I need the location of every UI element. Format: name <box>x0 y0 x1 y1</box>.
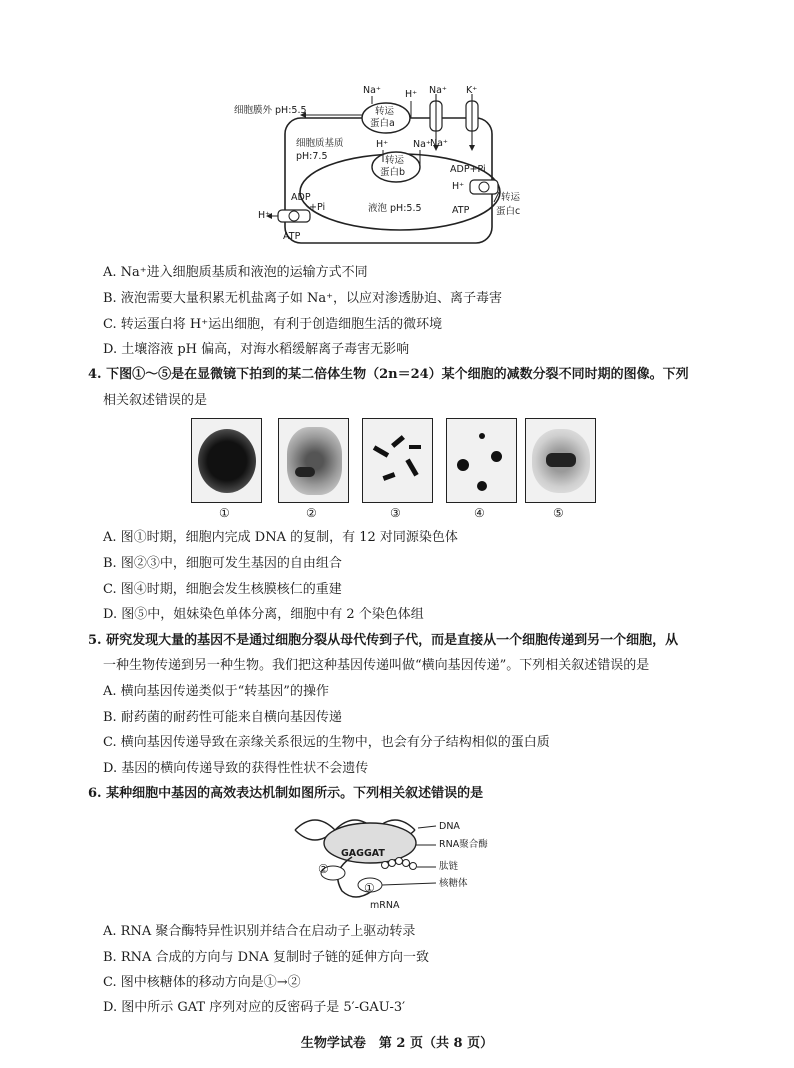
fig1-cyto-label-2: pH:7.5 <box>296 151 328 162</box>
micrograph-3 <box>362 418 433 503</box>
q6-option-c: C. 图中核糖体的移动方向是①→② <box>103 975 301 990</box>
fig1-cyto-label-1: 细胞质基质 <box>296 138 344 149</box>
q5-option-c: C. 横向基因传递导致在亲缘关系很远的生物中，也会有分子结构相似的蛋白质 <box>103 735 550 750</box>
fig1-atp-right: ATP <box>452 205 470 216</box>
q4-option-b: B. 图②③中，细胞可发生基因的自由组合 <box>103 556 342 571</box>
fig1-h-top: H⁺ <box>405 89 418 100</box>
fig1-h-left: H⁺ <box>258 210 271 221</box>
fig2-rna-pol-label: RNA聚合酶 <box>439 839 488 850</box>
fig1-na-mid: Na⁺ <box>413 139 431 150</box>
fig1-na-lower: Na⁺ <box>430 138 448 149</box>
fig1-h-mid: H⁺ <box>376 139 389 150</box>
fig2-seq-label: GAGGAT <box>341 848 385 859</box>
panel-label-4: ④ <box>474 506 485 520</box>
q6-stem: 6. 某种细胞中基因的高效表达机制如图所示。下列相关叙述错误的是 <box>88 786 484 801</box>
fig1-adp-pi-right: ADP+Pi <box>450 164 486 175</box>
panel-label-1: ① <box>219 506 230 520</box>
q6-option-a: A. RNA 聚合酶特异性识别并结合在启动子上驱动转录 <box>103 924 416 939</box>
q6-option-d: D. 图中所示 GAT 序列对应的反密码子是 5′-GAU-3′ <box>103 1000 406 1015</box>
q4-stem-line-1: 4. 下图①～⑤是在显微镜下拍到的某二倍体生物（2n＝24）某个细胞的减数分裂不同时期的图像。下列 <box>88 367 689 382</box>
page-footer: 生物学试卷 第 2 页（共 8 页） <box>300 1036 494 1051</box>
micrograph-5 <box>525 418 596 503</box>
fig1-protein-b-2: 蛋白b <box>380 167 406 178</box>
q5-stem-line-2: 一种生物传递到另一种生物。我们把这种基因传递叫做“横向基因传递”。下列相关叙述错误的是 <box>103 658 650 673</box>
q4-stem-line-2: 相关叙述错误的是 <box>103 393 208 408</box>
fig1-vacuole-label: 液泡 pH:5.5 <box>368 203 422 214</box>
q5-stem-line-1: 5. 研究发现大量的基因不是通过细胞分裂从母代传到子代，而是直接从一个细胞传递到另一个细胞，从 <box>88 633 679 648</box>
q5-option-d: D. 基因的横向传递导致的获得性性状不会遗传 <box>103 761 369 776</box>
q4-option-c: C. 图④时期，细胞会发生核膜核仁的重建 <box>103 582 342 597</box>
fig2-dna-label: DNA <box>439 821 460 832</box>
q3-option-c: C. 转运蛋白将 H⁺运出细胞，有利于创造细胞生活的微环境 <box>103 317 443 332</box>
q5-option-b: B. 耐药菌的耐药性可能来自横向基因传递 <box>103 710 342 725</box>
q3-option-b: B. 液泡需要大量积累无机盐离子如 Na⁺，以应对渗透胁迫、离子毒害 <box>103 291 502 306</box>
panel-label-2: ② <box>306 506 317 520</box>
fig1-outside-label: 细胞膜外 pH:5.5 <box>234 105 307 116</box>
q4-option-d: D. 图⑤中，姐妹染色单体分离，细胞中有 2 个染色体组 <box>103 607 424 622</box>
q3-option-a: A. Na⁺进入细胞质基质和液泡的运输方式不同 <box>103 265 368 280</box>
fig1-adp: ADP <box>291 192 311 203</box>
micrograph-4 <box>446 418 517 503</box>
fig2-mrna-label: mRNA <box>370 900 400 911</box>
q4-option-a: A. 图①时期，细胞内完成 DNA 的复制，有 12 对同源染色体 <box>103 530 458 545</box>
fig2-site-1: ① <box>364 881 375 895</box>
micrograph-2 <box>278 418 349 503</box>
fig1-protein-c-1: 转运 <box>501 192 521 203</box>
q5-option-a: A. 横向基因传递类似于“转基因”的操作 <box>103 684 329 699</box>
micrograph-1 <box>191 418 262 503</box>
fig1-na-top: Na⁺ <box>363 85 381 96</box>
panel-label-5: ⑤ <box>553 506 564 520</box>
q6-option-b: B. RNA 合成的方向与 DNA 复制时子链的延伸方向一致 <box>103 950 429 965</box>
q3-option-d: D. 土壤溶液 pH 偏高，对海水稻缓解离子毒害无影响 <box>103 342 410 357</box>
fig1-protein-c-2: 蛋白c <box>496 206 521 217</box>
fig1-protein-a-1: 转运 <box>375 106 395 117</box>
fig1-na-right: Na⁺ <box>429 85 447 96</box>
fig2-site-2: ② <box>318 862 329 876</box>
fig1-h-right: H⁺ <box>452 181 465 192</box>
fig2-peptide-label: 肽链 <box>439 861 459 872</box>
fig1-k: K⁺ <box>466 85 478 96</box>
fig1-pi: +Pi <box>309 202 326 213</box>
fig2-ribosome-label: 核糖体 <box>439 878 468 889</box>
panel-label-3: ③ <box>390 506 401 520</box>
fig1-protein-b-1: 转运 <box>385 155 405 166</box>
fig1-atp-left: ATP <box>283 231 301 242</box>
fig1-protein-a-2: 蛋白a <box>370 118 395 129</box>
